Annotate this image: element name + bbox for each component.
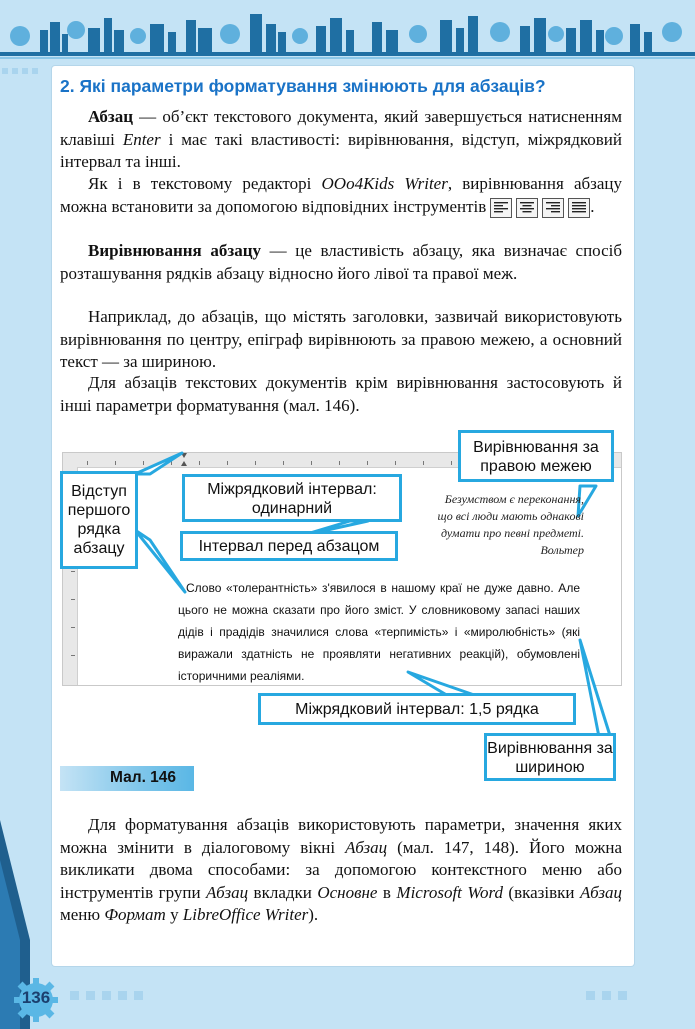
paragraph-dialog: Для форматування абзаців використовують параметри, значення яких можна змінити в діалоговому вікні Абзац (мал. 147, 148). Його можна викликати двома способами: за допомогою контекстного меню або інструментів групи Абзац вкладки Основне в Microsoft Word (вказівки Абзац меню Формат у LibreOffice Writer). (60, 815, 623, 924)
epigraph-author: Вольтер (540, 543, 584, 557)
paragraph-example: Наприклад, до абзаців, що містять заголовки, зазвичай використовують вирівнювання по центру, епіграф вирівнюють за правою межею, а основний текст — за шириною. (60, 307, 622, 371)
callout-right-align: Вирівнювання за правою межею (458, 430, 614, 482)
term-alignment: Вирівнювання абзацу (88, 241, 261, 260)
decorative-dots-right (586, 991, 636, 1001)
section-heading: 2. Які параметри форматування змінюють для абзаців? (60, 76, 546, 96)
decorative-dots-left (70, 991, 150, 1001)
epigraph: Безумством є переконання, що всі люди мають однакові думати про певні предметі. Вольтер (404, 491, 584, 559)
callout-space-before: Інтервал перед абзацом (180, 531, 398, 561)
callout-line-spacing-1-5: Міжрядковий інтервал: 1,5 рядка (258, 693, 576, 725)
paragraph-other-params: Для абзаців текстових документів крім вирівнювання застосовують й інші параметри форматування (мал. 146). (60, 373, 622, 415)
sample-paragraph: Слово «толерантність» з'явилося в нашому краї не дуже давно. Але цього не можна сказати про його зміст. У словниковому запасі наших дідів і прадідів значилися слова «терпимість» і «миролюбність» (які виражали здатність не проявляти негативних реакцій), обумовлені історичними реаліями. (178, 581, 580, 683)
callout-justify: Вирівнювання за шириною (484, 733, 616, 781)
app-name-ooo4kids: OOo4Kids Writer (321, 174, 448, 193)
callout-first-line-indent: Відступ першого рядка абзацу (60, 471, 138, 569)
callout-single-spacing: Міжрядковий інтервал: одинарний (182, 474, 402, 522)
figure-caption-bar (60, 766, 194, 791)
paragraph-tools: Як і в текстовому редакторі OOo4Kids Writer, вирівнювання абзацу можна встановити за допомогою відповідних інструментів . (60, 173, 622, 218)
figure-caption: Мал. 146 (110, 769, 177, 786)
key-enter: Enter (122, 129, 161, 149)
term-paragraph: Абзац (88, 107, 134, 126)
paragraph-alignment-definition: Вирівнювання абзацу — це властивість абзацу, яка визначає спосіб розташування рядків абзацу відносно його лівої та правої меж. (60, 241, 623, 283)
paragraph-definition: Абзац — об’єкт текстового документа, який завершується натисненням клавіші Enter і має такі властивості: вирівнювання, відступ, міжрядковий інтервал та інші. (60, 107, 622, 171)
page-number: 136 (21, 988, 51, 1007)
